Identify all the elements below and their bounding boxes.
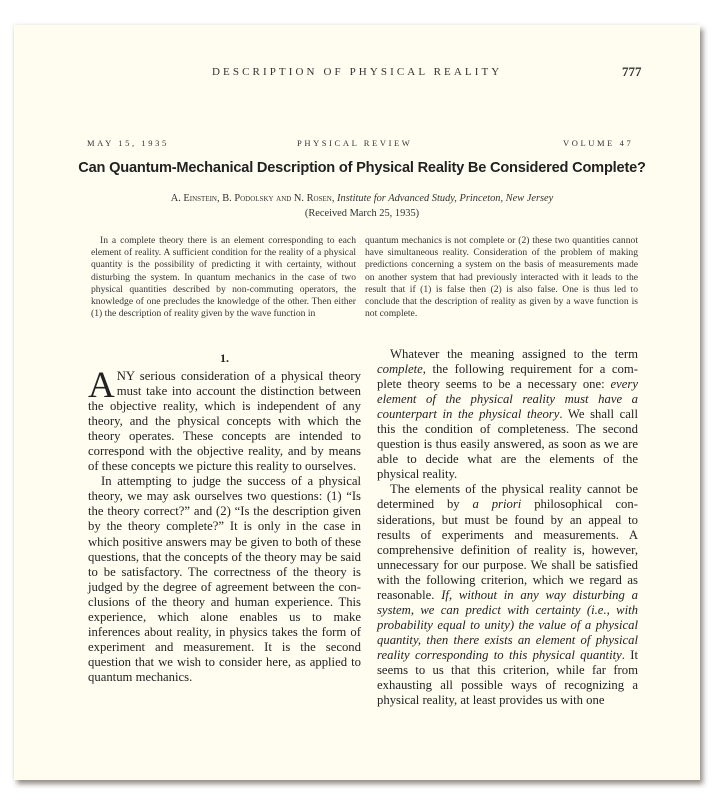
publication-date: MAY 15, 1935 (87, 138, 169, 148)
italic-requirement: every element of the physical reality must have a counterpart in the physical theory (377, 377, 638, 422)
running-head (0, 66, 724, 86)
paragraph (88, 474, 361, 685)
paragraph (377, 347, 638, 482)
abstract-right: quantum mechanics is not complete or (2) these two quantities cannot have simultaneous reality. Consideration of the problem of making predictions concerning a system on the basis of measurements made on another system that had previously interacted with it leads to the result that if (1) is false then (2) is also false. One is thus led to conclude that the description of reality as given by a wave function is not complete. (365, 235, 638, 320)
author-podolsky: Podolsky and (234, 193, 292, 204)
paragraph (88, 365, 361, 474)
page-number: 777 (622, 64, 642, 79)
running-title: DESCRIPTION OF PHYSICAL REALITY (212, 66, 503, 78)
drop-cap: A (88, 365, 115, 406)
author-line (0, 193, 724, 204)
journal-volume: VOLUME 47 (563, 138, 634, 148)
abstract-left: In a complete theory there is an element corresponding to each element of reality. A sufficient condition for the reality of a physical quantity is the possibility of predicting it with certainty, without disturbing the system. In quantum mechanics in the case of two physical quantities described by non-commuting operators, the knowledge of one precludes the knowledge of the other. Then either (1) the description of reality given by the wave function in (91, 235, 356, 320)
author-separator: , (331, 193, 338, 204)
italic-term: complete (377, 362, 423, 377)
paragraph (377, 482, 638, 708)
affiliation: Institute for Advanced Study, Princeton, New Jersey (337, 193, 554, 204)
journal-line (0, 138, 724, 152)
received-date: (Received March 25, 1935) (304, 208, 420, 219)
paper-title: Can Quantum-Mechanical Description of Physical Reality Be Considered Complete? (78, 160, 646, 176)
body-column-right (377, 347, 638, 708)
paragraph-text: , the following requirement for a complete theory seems to be a necessary one: (377, 362, 638, 392)
journal-name: PHYSICAL REVIEW (297, 138, 413, 148)
paragraph-text: philosophical considerations, but must be found by an appeal to results of experiments and measurements. A comprehensive definition of reality is, however, unnecessary for our purpose. We shall be satisfied with the following criterion, which we regard as reasonable. (377, 497, 638, 602)
author-rosen: Rosen (306, 193, 332, 204)
author-separator: , B. (217, 193, 235, 204)
body-column-left (88, 365, 361, 685)
paragraph-text: In attempting to judge the success of a physical theory, we may ask ourselves two questions: (1) “Is the theory correct?” and (2) “Is the description given by the theory complete?” It is only in the case in which positive answers may be given to both of these questions, that the concepts of the theory may be said to be satisfactory. The correctness of the theory is judged by the degree of agreement between the conclusions of the theory and human experience. This experience, which alone enables us to make inferences about reality, in physics takes the form of experiment and measurement. It is the second question that we wish to consider here, as applied to quantum mechanics. (88, 474, 361, 684)
author-separator: N. (291, 193, 307, 204)
paragraph-text: Whatever the meaning assigned to the term (390, 347, 638, 361)
paragraph-text: . We shall call this the condition of completeness. The second question is thus easily answered, as soon as we are able to decide what are the elements of the physical reality. (377, 407, 638, 482)
author-initial: A. (170, 193, 184, 204)
paragraph-text: NY serious consideration of a physical theory must take into account the distinction between the objective reality, which is independent of any theory, and the physical concepts with which the theory operates. These concepts are intended to correspond with the objective reality, and by means of these concepts we picture this reality to ourselves. (88, 369, 361, 474)
paragraph-text: . It seems to us that this criterion, while far from exhausting all possible ways of recognizing a physical reality, at least provides us with one (377, 647, 638, 708)
author-einstein: Einstein (183, 193, 217, 204)
reality-criterion: If, without in any way disturbing a system, we can predict with certainty (i.e., with probability equal to unity) the value of a physical quantity, then there exists an element of physical reality corresponding to this physical quantity (377, 587, 638, 662)
paragraph-text: The elements of the physical reality cannot be determined by (377, 482, 638, 512)
italic-term: a priori (472, 497, 522, 512)
section-heading: 1. (220, 351, 229, 365)
